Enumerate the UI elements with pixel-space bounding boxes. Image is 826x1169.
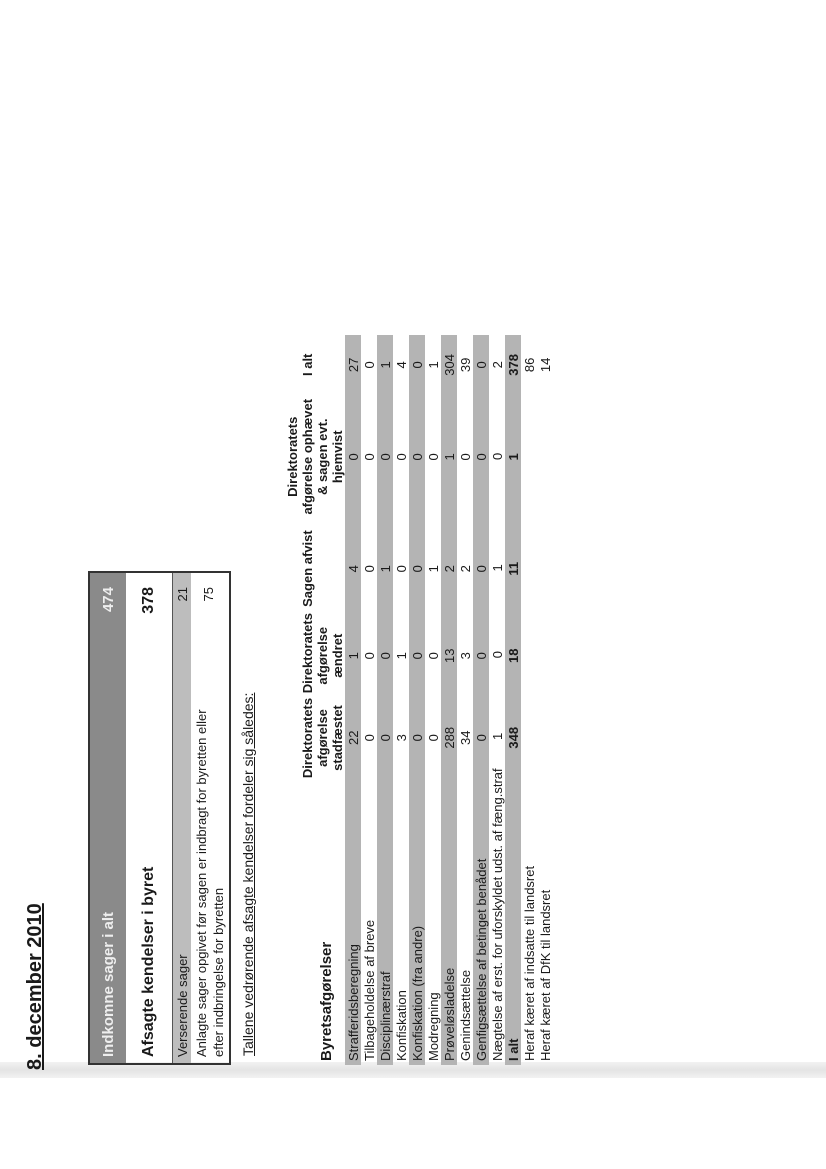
- verserende-label: Verserende sager: [174, 954, 190, 1057]
- cell-ophaevet: 0: [457, 453, 473, 461]
- footer-value: 14: [537, 357, 553, 373]
- cell-aendret: 0: [425, 652, 441, 660]
- cell-stadfaestet: 348: [505, 726, 521, 749]
- cell-ophaevet: 0: [393, 453, 409, 461]
- cell-i-alt: 0: [409, 361, 425, 369]
- cell-aendret: 13: [441, 648, 457, 663]
- cell-afvist: 1: [489, 564, 505, 572]
- cell-ophaevet: 0: [425, 453, 441, 461]
- cell-stadfaestet: 34: [457, 730, 473, 746]
- footer-label: Heraf kæret af indsatte til landsret: [521, 865, 537, 1061]
- table-row: [441, 335, 457, 1065]
- summary-verserende-row: [173, 573, 191, 1063]
- cell-ophaevet: 0: [473, 453, 489, 461]
- header-i-alt: I alt: [300, 353, 315, 377]
- cell-afvist: 1: [377, 565, 393, 573]
- cell-i-alt: 1: [425, 361, 441, 369]
- row-label: Modregning: [425, 992, 441, 1061]
- cell-aendret: 1: [393, 652, 409, 660]
- cell-afvist: 0: [473, 565, 489, 573]
- cell-i-alt: 1: [377, 361, 393, 369]
- table-row: [377, 335, 393, 1065]
- cell-aendret: 0: [473, 652, 489, 660]
- cell-stadfaestet: 0: [361, 734, 377, 742]
- footer-row: [537, 335, 553, 1065]
- cell-i-alt: 27: [345, 357, 361, 373]
- table-row: [409, 335, 425, 1065]
- anlagte-value: 75: [201, 587, 216, 602]
- cell-stadfaestet: 288: [441, 726, 457, 749]
- cell-afvist: 2: [457, 565, 473, 573]
- afsagte-value: 378: [140, 587, 157, 614]
- subheading: Tallene vedrørende afsagte kendelser fordeler sig således:: [240, 692, 256, 1056]
- anlagte-label: [191, 647, 228, 1063]
- cell-afvist: 0: [409, 565, 425, 573]
- header-ophaevet: Direktoratets afgørelse ophævet & sagen evt. hjemvist: [285, 398, 345, 515]
- cell-ophaevet: 1: [505, 453, 521, 461]
- cell-i-alt: 0: [473, 361, 489, 369]
- cell-i-alt: 4: [393, 361, 409, 369]
- summary-box: [88, 571, 231, 1065]
- cell-aendret: 0: [489, 651, 505, 659]
- cell-i-alt: 304: [441, 353, 457, 376]
- row-label: Nægtelse af erst. for uforskyldet udst. af fæng.straf: [489, 768, 505, 1061]
- cell-ophaevet: 0: [409, 453, 425, 461]
- header-aendret: Direktoratets afgørelse ændret: [300, 613, 345, 694]
- cell-afvist: 4: [345, 565, 361, 573]
- table-row: [425, 335, 441, 1065]
- table-row: [457, 335, 473, 1065]
- cell-stadfaestet: 1: [489, 732, 505, 741]
- header-byretsafgorelser: Byretsafgørelser: [318, 941, 335, 1061]
- table-row: [393, 335, 409, 1065]
- row-label: Tilbageholdelse af breve: [361, 919, 377, 1061]
- cell-ophaevet: 1: [441, 453, 457, 461]
- footer-value: 86: [521, 357, 537, 373]
- table-header: [283, 335, 345, 1065]
- cell-stadfaestet: 0: [425, 734, 441, 742]
- summary-incoming-row: [90, 573, 126, 1063]
- footer-label: Heraf kæret af DfK til landsret: [537, 889, 553, 1061]
- afsagte-label: Afsagte kendelser i byret: [140, 866, 157, 1057]
- cell-ophaevet: 0: [361, 453, 377, 461]
- anlagte-label-line2: efter indbringelse for byretten: [211, 887, 226, 1057]
- table-row: [361, 335, 377, 1065]
- table-row: [473, 335, 489, 1065]
- cell-aendret: 3: [457, 652, 473, 660]
- row-label: Prøveløsladelse: [441, 967, 457, 1061]
- cell-stadfaestet: 0: [377, 734, 393, 742]
- table-total-row: [505, 335, 521, 1065]
- row-label: Konfiskation (fra andre): [409, 925, 425, 1061]
- cell-aendret: 18: [505, 648, 521, 663]
- row-label: Genfigsættelse af betinget benådet: [473, 858, 489, 1061]
- cell-afvist: 1: [425, 565, 441, 573]
- anlagte-label-line1: Anlagte sager opgivet før sagen er indbragt for byretten eller: [194, 709, 209, 1057]
- cell-aendret: 0: [361, 652, 377, 660]
- cell-afvist: 11: [505, 561, 521, 576]
- row-label: Genindsættelse: [457, 969, 473, 1061]
- table-row: [345, 335, 361, 1065]
- cell-afvist: 0: [393, 565, 409, 573]
- row-label: Disciplinærstraf: [377, 971, 393, 1061]
- cell-i-alt: 2: [489, 361, 505, 369]
- summary-anlagte-row: [191, 573, 229, 1063]
- page-title: 8. december 2010: [24, 903, 46, 1070]
- cell-ophaevet: 0: [377, 453, 393, 461]
- row-label: Konfiskation: [393, 990, 409, 1061]
- cell-ophaevet: 0: [345, 453, 361, 461]
- header-stadfaestet: Direktoratets afgørelse stadfæstet: [300, 697, 345, 779]
- cell-stadfaestet: 3: [393, 734, 409, 742]
- cell-ophaevet: 0: [489, 452, 505, 461]
- cell-stadfaestet: 0: [409, 734, 425, 742]
- cell-i-alt: 0: [361, 361, 377, 369]
- cell-afvist: 2: [441, 565, 457, 573]
- footer-row: [521, 335, 537, 1065]
- verserende-value: 21: [174, 587, 190, 602]
- cell-aendret: 0: [409, 652, 425, 660]
- incoming-value: 474: [99, 587, 117, 613]
- summary-afsagte-row: [126, 573, 173, 1063]
- cell-i-alt: 39: [457, 357, 473, 373]
- cell-stadfaestet: 22: [345, 730, 361, 746]
- row-label: I alt: [505, 1038, 521, 1061]
- row-label: Strafferidsberegning: [345, 944, 361, 1061]
- incoming-label: Indkomne sager i alt: [99, 911, 117, 1057]
- cell-aendret: 0: [377, 652, 393, 660]
- cell-aendret: 1: [345, 652, 361, 660]
- header-afvist: Sagen afvist: [300, 530, 315, 607]
- table-row: [489, 335, 505, 1065]
- decisions-table: [283, 335, 553, 1065]
- cell-afvist: 0: [361, 565, 377, 573]
- cell-stadfaestet: 0: [473, 734, 489, 742]
- cell-i-alt: 378: [505, 353, 521, 376]
